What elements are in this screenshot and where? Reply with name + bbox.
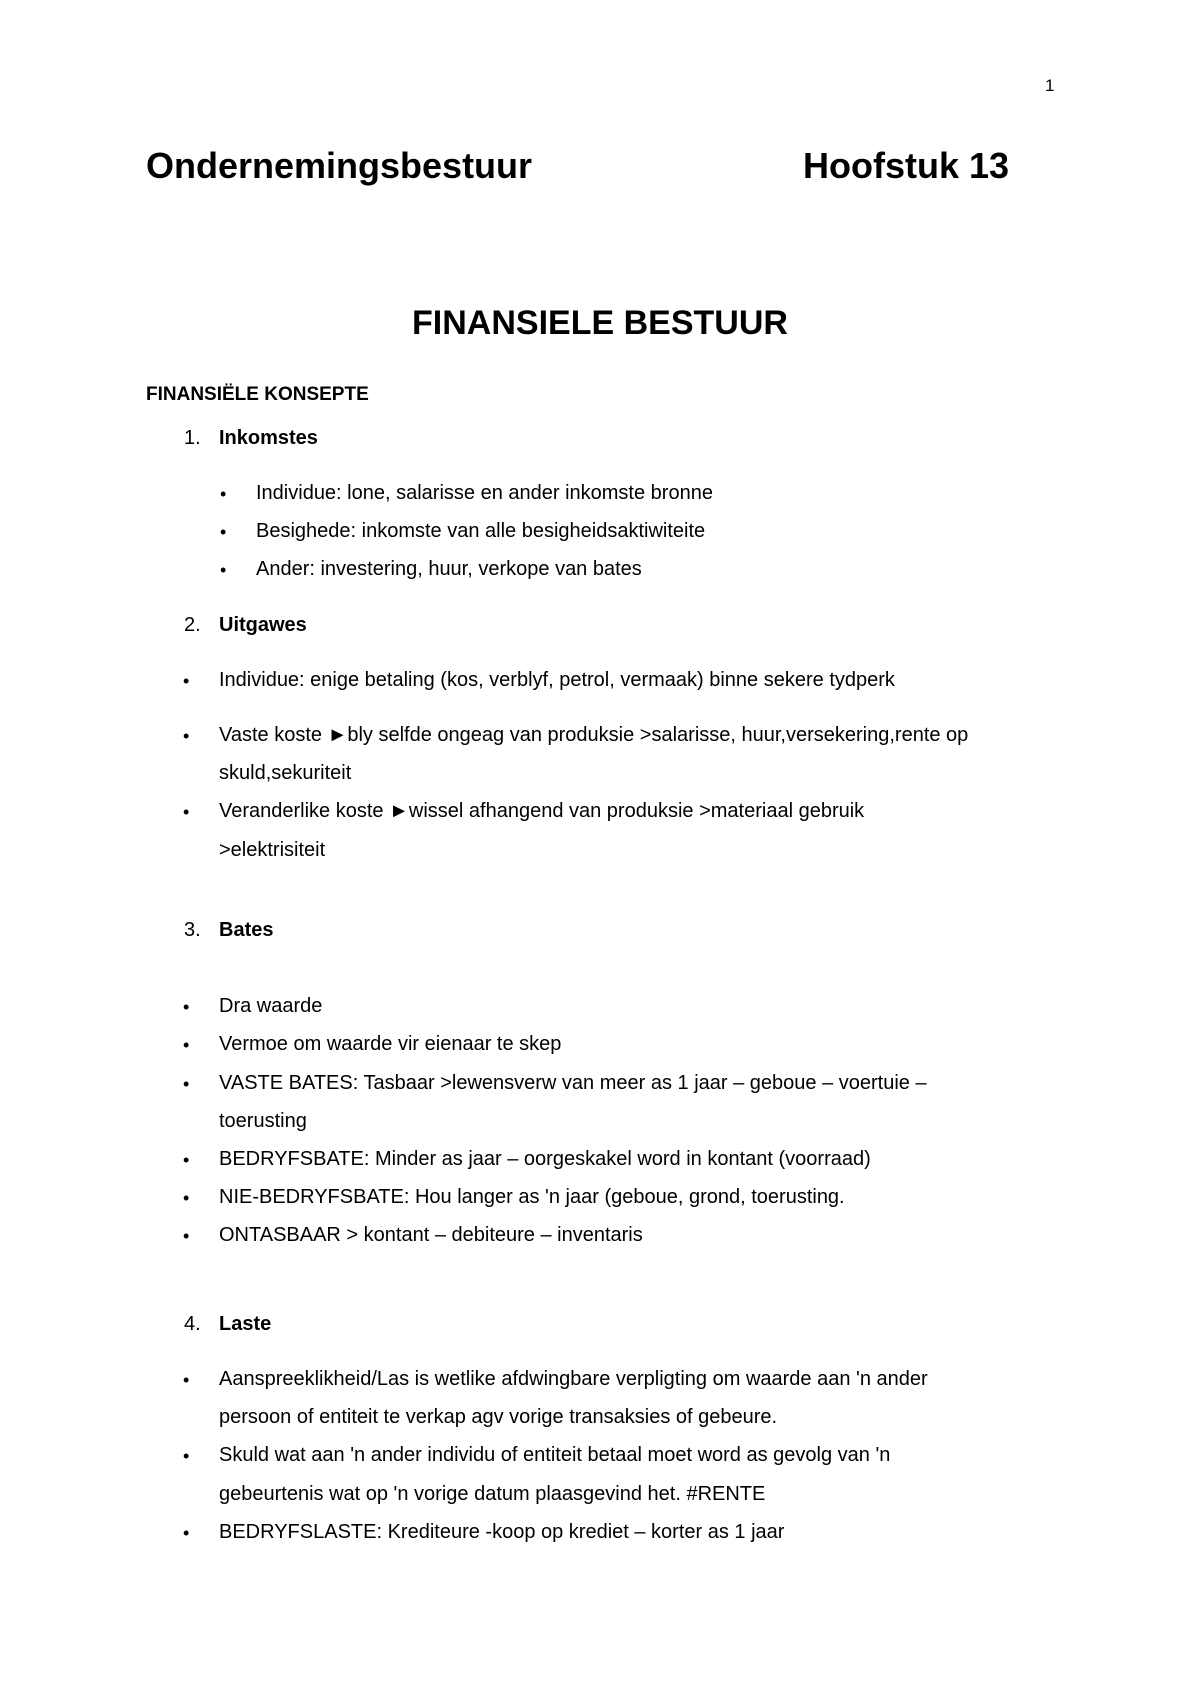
subject-heading: Ondernemingsbestuur bbox=[146, 145, 533, 186]
bullet-icon: • bbox=[183, 997, 190, 1017]
chapter-heading: Hoofstuk 13 bbox=[803, 145, 1010, 186]
list-item-continuation: >elektrisiteit bbox=[219, 839, 326, 861]
bullet-icon: • bbox=[183, 1074, 190, 1094]
document-title: FINANSIELE BESTUUR bbox=[412, 304, 788, 342]
list-item: Dra waarde bbox=[219, 995, 323, 1017]
bullet-icon: • bbox=[183, 1188, 190, 1208]
bullet-icon: • bbox=[183, 1523, 190, 1543]
list-number: 2. bbox=[184, 614, 201, 636]
bullet-icon: • bbox=[183, 1446, 190, 1466]
page-number: 1 bbox=[1045, 76, 1055, 95]
list-item: BEDRYFSBATE: Minder as jaar – oorgeskakel word in kontant (voorraad) bbox=[219, 1148, 871, 1170]
list-item: Vermoe om waarde vir eienaar te skep bbox=[219, 1033, 562, 1055]
list-item-continuation: skuld,sekuriteit bbox=[219, 762, 352, 784]
list-item-continuation: gebeurtenis wat op 'n vorige datum plaasgevind het. #RENTE bbox=[219, 1483, 766, 1505]
list-item-continuation: persoon of entiteit te verkap agv vorige transaksies of gebeure. bbox=[219, 1406, 778, 1428]
bullet-icon: • bbox=[183, 726, 190, 746]
list-item: Ander: investering, huur, verkope van bates bbox=[256, 558, 642, 580]
list-item: Vaste koste ►bly selfde ongeag van produksie >salarisse, huur,versekering,rente op bbox=[219, 724, 969, 746]
list-item: Veranderlike koste ►wissel afhangend van produksie >materiaal gebruik bbox=[219, 800, 865, 822]
list-item: Besighede: inkomste van alle besigheidsaktiwiteite bbox=[256, 520, 706, 542]
list-title: Laste bbox=[219, 1313, 272, 1335]
list-item: NIE-BEDRYFSBATE: Hou langer as 'n jaar (geboue, grond, toerusting. bbox=[219, 1186, 845, 1208]
list-number: 1. bbox=[184, 427, 201, 449]
list-item: VASTE BATES: Tasbaar >lewensverw van meer as 1 jaar – geboue – voertuie – bbox=[219, 1072, 927, 1094]
list-number: 4. bbox=[184, 1313, 201, 1335]
bullet-icon: • bbox=[220, 560, 227, 580]
list-item: BEDRYFSLASTE: Krediteure -koop op krediet – korter as 1 jaar bbox=[219, 1521, 785, 1543]
list-item: Individue: lone, salarisse en ander inkomste bronne bbox=[256, 482, 713, 504]
bullet-icon: • bbox=[183, 671, 190, 691]
bullet-icon: • bbox=[183, 1226, 190, 1246]
bullet-icon: • bbox=[183, 1035, 190, 1055]
bullet-icon: • bbox=[183, 1150, 190, 1170]
list-title: Uitgawes bbox=[219, 614, 307, 636]
list-title: Bates bbox=[219, 919, 274, 941]
list-item: ONTASBAAR > kontant – debiteure – inventaris bbox=[219, 1224, 643, 1246]
list-title: Inkomstes bbox=[219, 427, 318, 449]
bullet-icon: • bbox=[183, 1370, 190, 1390]
list-item: Aanspreeklikheid/Las is wetlike afdwingbare verpligting om waarde aan 'n ander bbox=[219, 1368, 928, 1390]
bullet-icon: • bbox=[220, 484, 227, 504]
section-heading: FINANSIËLE KONSEPTE bbox=[146, 384, 369, 405]
list-item: Skuld wat aan 'n ander individu of entiteit betaal moet word as gevolg van 'n bbox=[219, 1444, 891, 1466]
list-number: 3. bbox=[184, 919, 201, 941]
bullet-icon: • bbox=[183, 802, 190, 822]
list-item: Individue: enige betaling (kos, verblyf, petrol, vermaak) binne sekere tydperk bbox=[219, 669, 895, 691]
list-item-continuation: toerusting bbox=[219, 1110, 307, 1132]
bullet-icon: • bbox=[220, 522, 227, 542]
